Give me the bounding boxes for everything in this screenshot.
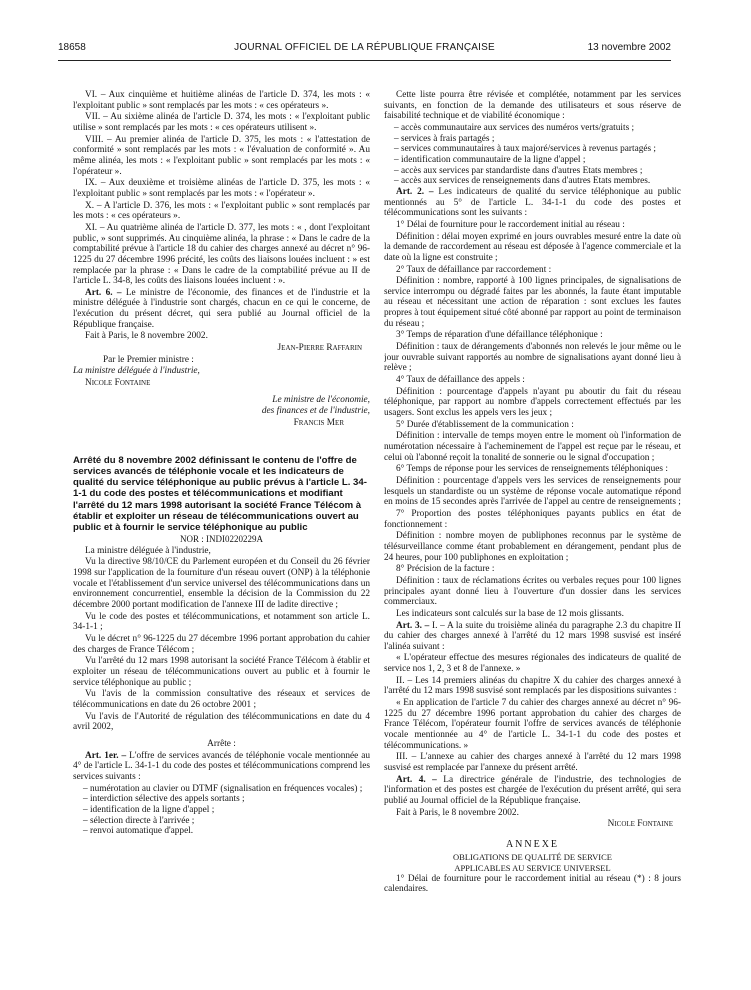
definition-2: Définition : nombre, rapporté à 100 lignes principales, de signalisations de service interrompu ou dégradé faites par les abonnés, la faute étant imputable au réseau et nécessitant une action de réparation : sont exclues les fautes propres à tout équipement situé côté abonné par rapport au point de terminaison du réseau ; xyxy=(384,276,681,329)
list-item: – identification de la ligne d'appel ; xyxy=(83,804,215,815)
signature-place-date-2: Fait à Paris, le 8 novembre 2002. xyxy=(396,807,519,818)
definition-5: Définition : intervalle de temps moyen entre le moment où l'information de numérotation nécessaire à l'acheminement de l'appel est reçue par le réseau, et celui où l'abonné reçoit la tonalité de sonnerie ou le signal d'occupation ; xyxy=(384,431,681,463)
list-item: – services à frais partagés ; xyxy=(394,133,495,144)
article-2-text: Les indicateurs de qualité du service téléphonique au public mentionnés au 5° de l'article L. 34-1-1 du code des postes et télécommunications sont les suivants : xyxy=(384,186,681,219)
article-3 xyxy=(384,621,681,653)
vu-code: Vu le code des postes et télécommunications, et notamment son article L. 34-1-1 ; xyxy=(73,611,370,633)
paragraph-ix: IX. – Aux deuxième et troisième alinéas de l'article D. 375, les mots : « l'exploitant public » sont remplacés par les mots : « l'opérateur ». xyxy=(73,178,370,199)
list-item: – accès communautaire aux services des numéros verts/gratuits ; xyxy=(394,122,635,133)
page-number: 18658 xyxy=(58,42,86,53)
minister-delegate-title: La ministre déléguée à l'industrie, xyxy=(73,366,200,377)
left-column xyxy=(73,90,370,970)
list-item: – sélection directe à l'arrivée ; xyxy=(83,815,195,826)
vu-commission: Vu l'avis de la commission consultative des réseaux et services de télécommunications en date du 26 octobre 2001 ; xyxy=(73,689,370,710)
article-1 xyxy=(73,751,370,783)
definition-4: Définition : pourcentage d'appels n'ayant pu aboutir du fait du réseau téléphonique, par rapport au nombre d'appels correctement effectués par les usagers. Sont exclus les appels vers les jeux ; xyxy=(384,386,681,419)
annex-subtitle-1: OBLIGATIONS DE QUALITÉ DE SERVICE xyxy=(453,851,612,862)
list-item: – accès aux services par standardiste dans d'autres Etats membres ; xyxy=(394,165,643,176)
signatory-fontaine: Nicole Fontaine xyxy=(85,378,151,389)
optional-services-list xyxy=(394,123,681,187)
paragraph-xi: XI. – Au quatrième alinéa de l'article D. 377, les mots : « , dont l'exploitant public, » sont supprimés. Au cinquième alinéa, la phrase : « Dans le cadre de la comptabilité prévue à l'article 18 du cahier des charges annexé au décret n° 96-1225 du 27 décembre 1996 précité, les coûts des liaisons louées incluent : » est remplacée par la phrase : « Dans le cadre de la comptabilité prévue au II de l'article L. 34-8, les coûts des liaisons louées incluent : ». xyxy=(73,222,370,287)
nor-reference: NOR : INDI0220229A xyxy=(180,534,263,545)
signatory-mer: Francis Mer xyxy=(293,418,344,429)
list-item: – accès aux services de renseignements dans d'autres Etats membres. xyxy=(394,176,651,187)
vu-autorite: Vu l'avis de l'Autorité de régulation des télécommunications en date du 4 avril 2002, xyxy=(73,711,370,733)
definition-1: Définition : délai moyen exprimé en jours ouvrables mesuré entre la date où la demande de raccordement au réseau est déposée à l'agence commerciale et la date où la ligne est construite ; xyxy=(384,231,681,263)
article-4-text: La directrice générale de l'industrie, des technologies de l'information et des postes est chargée de l'exécution du présent arrêté, qui sera publié au Journal officiel de la République française. xyxy=(384,774,681,806)
annex-heading: ANNEXE xyxy=(505,838,560,850)
issue-date: 13 novembre 2002 xyxy=(587,42,671,53)
indicator-6: 6° Temps de réponse pour les services de renseignements téléphoniques : xyxy=(396,464,668,475)
list-item: – numérotation au clavier ou DTMF (signalisation en fréquences vocales) ; xyxy=(83,783,363,794)
indicator-2: 2° Taux de défaillance par raccordement : xyxy=(396,264,552,275)
list-item: – renvoi automatique d'appel. xyxy=(83,826,194,837)
article-6-text: Le ministre de l'économie, des finances et de l'industrie et la ministre déléguée à l'industrie sont chargés, chacun en ce qui le concerne, de l'exécution du présent décret, qui sera publié au Journal officiel de la République française. xyxy=(73,287,370,330)
article-3-text: I. – A la suite du troisième alinéa du paragraphe 2.3 du chapitre II du cahier des charges annexé à l'arrêté du 12 mars 1998 susvisé est inséré l'alinéa suivant : xyxy=(384,620,681,652)
annex-subtitle-2: APPLICABLES AU SERVICE UNIVERSEL xyxy=(454,862,611,873)
article-3-quote: « L'opérateur effectue des mesures régionales des indicateurs de qualité de service nos 1, 2, 3 et 8 de l'annexe. » xyxy=(384,653,681,675)
indicator-1: 1° Délai de fourniture pour le raccordement initial au réseau : xyxy=(396,219,625,230)
article-1-text: L'offre de services avancés de téléphonie vocale mentionnée au 4° de l'article L. 34-1-1 du code des postes et télécommunications comprend les services suivants : xyxy=(73,750,370,782)
paragraph-vi: VI. – Aux cinquième et huitième alinéas de l'article D. 374, les mots : « l'exploitant public » sont remplacés par les mots : « ces opérateurs ». xyxy=(73,90,370,111)
paragraph-viii: VIII. – Au premier alinéa de l'article D. 375, les mots : « l'attestation de conformité » sont remplacés par les mots : « l'évaluation de conformité ». Au même alinéa, les mots : « l'exploitant public » sont remplacés par les mots : « l'opérateur ». xyxy=(73,134,370,177)
article-4 xyxy=(384,775,681,807)
calculation-basis: Les indicateurs sont calculés sur la base de 12 mois glissants. xyxy=(396,608,624,619)
page-header xyxy=(58,42,671,58)
definition-7: Définition : nombre moyen de publiphones reconnus par le système de télésurveillance comme étant probablement en dérangement, pendant plus de 24 heures, pour 100 publiphones en exploitation ; xyxy=(384,531,681,563)
indicator-4: 4° Taux de défaillance des appels : xyxy=(396,375,525,386)
definition-3: Définition : taux de dérangements d'abonnés non relevés le jour même ou le jour ouvrable suivant rapportés au nombre de signalisations ayant donné lieu à relève ; xyxy=(384,342,681,374)
signature-place-date: Fait à Paris, le 8 novembre 2002. xyxy=(85,331,208,342)
right-column xyxy=(384,90,681,970)
article-6-heading: Art. 6. – xyxy=(85,287,122,298)
minister-preamble: La ministre déléguée à l'industrie, xyxy=(85,545,211,556)
article-3-ii: II. – Les 14 premiers alinéas du chapitre X du cahier des charges annexé à l'arrêté du 12 mars 1998 susvisé sont remplacés par les dispositions suivantes : xyxy=(384,675,681,697)
article-2-heading: Art. 2. – xyxy=(396,186,434,197)
vu-directive: Vu la directive 98/10/CE du Parlement européen et du Conseil du 26 février 1998 sur l'application de la fourniture d'un réseau ouvert (ONP) à la téléphonie vocale et l'établissement d'un service universel des télécommunications dans un environnement concurrentiel, ensemble la décision de la Commission du 22 décembre 2000 portant modification de l'annexe III de ladite directive ; xyxy=(73,557,370,611)
article-2 xyxy=(384,187,681,219)
article-4-heading: Art. 4. – xyxy=(396,774,437,785)
paragraph-vii: VII. – Au sixième alinéa de l'article D. 374, les mots : « l'exploitant public utilise » sont remplacés par les mots : « ces opérateurs utilisent ». xyxy=(73,112,370,133)
minister-economy-title-2: des finances et de l'industrie, xyxy=(261,406,370,417)
list-item: – identification communautaire de la ligne d'appel ; xyxy=(394,154,586,165)
services-list xyxy=(83,784,370,837)
indicator-3: 3° Temps de réparation d'une défaillance téléphonique : xyxy=(396,330,603,341)
indicator-5: 5° Durée d'établissement de la communication : xyxy=(396,419,574,430)
vu-decret: Vu le décret n° 96-1225 du 27 décembre 1996 portant approbation du cahier des charges de France Télécom ; xyxy=(73,634,370,655)
indicator-8: 8° Précision de la facture : xyxy=(396,564,495,575)
list-intro: Cette liste pourra être révisée et complétée, notamment par les services suivants, en fonction de la demande des utilisateurs et sous réserve de faisabilité technique et de viabilité économique : xyxy=(384,90,681,122)
article-3-heading: Art. 3. – xyxy=(396,620,430,631)
paragraph-x: X. – A l'article D. 376, les mots : « l'exploitant public » sont remplacés par les mots : « ces opérateurs ». xyxy=(73,200,370,222)
signatory-prime-minister: Jean-Pierre Raffarin xyxy=(277,343,362,354)
journal-title: JOURNAL OFFICIEL DE LA RÉPUBLIQUE FRANÇAISE xyxy=(234,42,495,53)
article-3-ii-quote: « En application de l'article 7 du cahier des charges annexé au décret n° 96-1225 du 27 décembre 1996 portant approbation du cahier des charges de France Télécom, l'opérateur fournit l'offre de services avancés de téléphonie vocale mentionnée au 4° de l'article L. 34-1-1 du code des postes et télécommunications. » xyxy=(384,698,681,751)
definition-8: Définition : taux de réclamations écrites ou verbales reçues pour 100 lignes principales ayant donné lieu à l'ouverture d'un dossier dans les services commerciaux. xyxy=(384,575,681,608)
signatory-fontaine-2: Nicole Fontaine xyxy=(607,819,673,830)
header-rule xyxy=(58,60,671,61)
document-body xyxy=(73,90,681,970)
annex-item-1: 1° Délai de fourniture pour le raccordement initial au réseau (*) : 8 jours calendaires. xyxy=(384,873,681,895)
list-item: – services communautaires à taux majoré/services à revenus partagés ; xyxy=(394,144,657,155)
minister-economy-title-1: Le ministre de l'économie, xyxy=(272,394,370,405)
arrete-heading: Arrête : xyxy=(207,738,236,749)
by-prime-minister: Par le Premier ministre : xyxy=(103,354,194,365)
vu-arrete: Vu l'arrêté du 12 mars 1998 autorisant la société France Télécom à établir et exploiter un réseau de télécommunications ouvert au public et à fournir le service téléphonique au public ; xyxy=(73,656,370,688)
definition-6: Définition : pourcentage d'appels vers les services de renseignements pour lesquels un standardiste ou un système de réponse vocale automatique répond en moins de 15 secondes après l'arrivée de l'appel au centre de renseignements ; xyxy=(384,475,681,508)
arrete-title: Arrêté du 8 novembre 2002 définissant le contenu de l'offre de services avancés de téléphonie vocale et les indicateurs de qualité du service téléphonique au public prévus à l'article L. 34-1-1 du code des postes et télécommunications et modifiant l'arrêté du 12 mars 1998 autorisant la société France Télécom à établir et exploiter un réseau de télécommunications ouvert au public et à fournir le service téléphonique au public xyxy=(73,454,367,533)
list-item: – interdiction sélective des appels sortants ; xyxy=(83,794,245,805)
article-6 xyxy=(73,288,370,331)
indicator-7: 7° Proportion des postes téléphoniques payants publics en état de fonctionnement : xyxy=(384,508,681,530)
article-3-iii: III. – L'annexe au cahier des charges annexé à l'arrêté du 12 mars 1998 susvisé est remplacée par l'annexe du présent arrêté. xyxy=(384,752,681,774)
article-1-heading: Art. 1er. – xyxy=(85,750,127,761)
